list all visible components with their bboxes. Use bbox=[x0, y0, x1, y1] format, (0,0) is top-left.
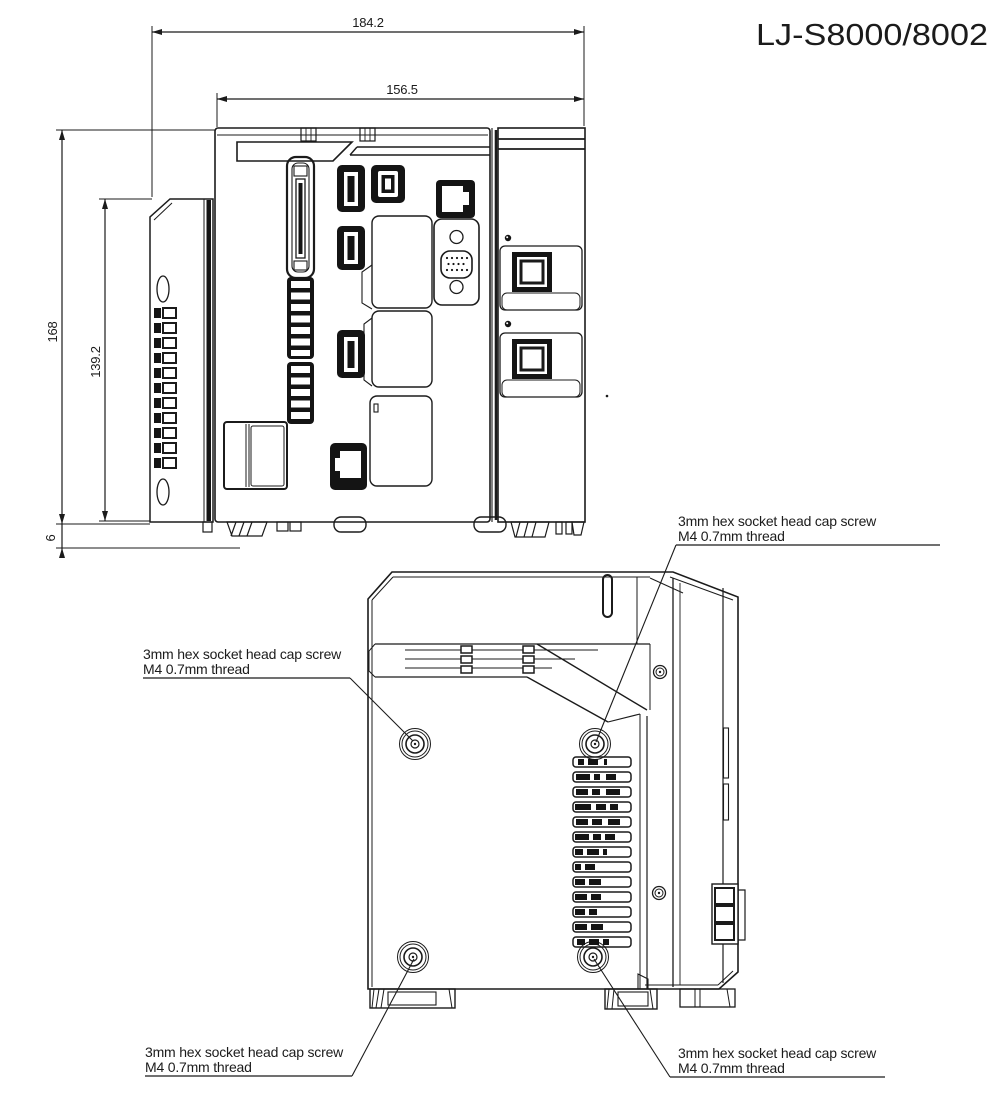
bottom-view bbox=[143, 513, 940, 1077]
controller-body bbox=[215, 128, 490, 522]
indicator-dot-2 bbox=[505, 321, 511, 327]
callout-line-2: M4 0.7mm thread bbox=[143, 661, 250, 677]
bottom-outline bbox=[368, 572, 738, 989]
dim-label-168: 168 bbox=[45, 321, 60, 343]
ethernet-port-bottom bbox=[330, 443, 367, 490]
dim-height-inner bbox=[88, 199, 152, 521]
dim-foot-height bbox=[43, 524, 240, 558]
drawing-title bbox=[756, 17, 988, 52]
usb-a-port-3 bbox=[337, 330, 365, 378]
dim-label-6: 6 bbox=[43, 534, 58, 542]
side-connector bbox=[712, 884, 745, 944]
model-number-text: LJ-S8000/8002 bbox=[756, 17, 988, 52]
usb-a-port-2 bbox=[337, 226, 365, 270]
indicator-dot-1 bbox=[505, 235, 511, 241]
camera-unit bbox=[492, 128, 585, 522]
dim-label-184-2: 184.2 bbox=[352, 15, 384, 30]
usb-b-port bbox=[371, 165, 405, 203]
dim-label-156-5: 156.5 bbox=[386, 82, 418, 97]
side-plate bbox=[150, 199, 213, 522]
callout-line-1: 3mm hex socket head cap screw bbox=[678, 1045, 877, 1061]
usb-a-port-1 bbox=[337, 165, 365, 212]
vent-slots-1 bbox=[287, 277, 314, 359]
speck-dot bbox=[606, 395, 609, 398]
ethernet-port-top bbox=[436, 180, 475, 218]
vent-slots-2 bbox=[287, 362, 314, 424]
callout-line-2: M4 0.7mm thread bbox=[145, 1059, 252, 1075]
callout-line-1: 3mm hex socket head cap screw bbox=[143, 646, 342, 662]
side-plate-edge-band bbox=[207, 200, 212, 521]
callout-line-2: M4 0.7mm thread bbox=[678, 528, 785, 544]
callout-line-1: 3mm hex socket head cap screw bbox=[678, 513, 877, 529]
dim-label-139-2: 139.2 bbox=[88, 346, 103, 378]
front-view bbox=[43, 15, 608, 558]
dim-width-inner bbox=[217, 82, 584, 127]
callout-line-2: M4 0.7mm thread bbox=[678, 1060, 785, 1076]
callout-line-1: 3mm hex socket head cap screw bbox=[145, 1044, 344, 1060]
